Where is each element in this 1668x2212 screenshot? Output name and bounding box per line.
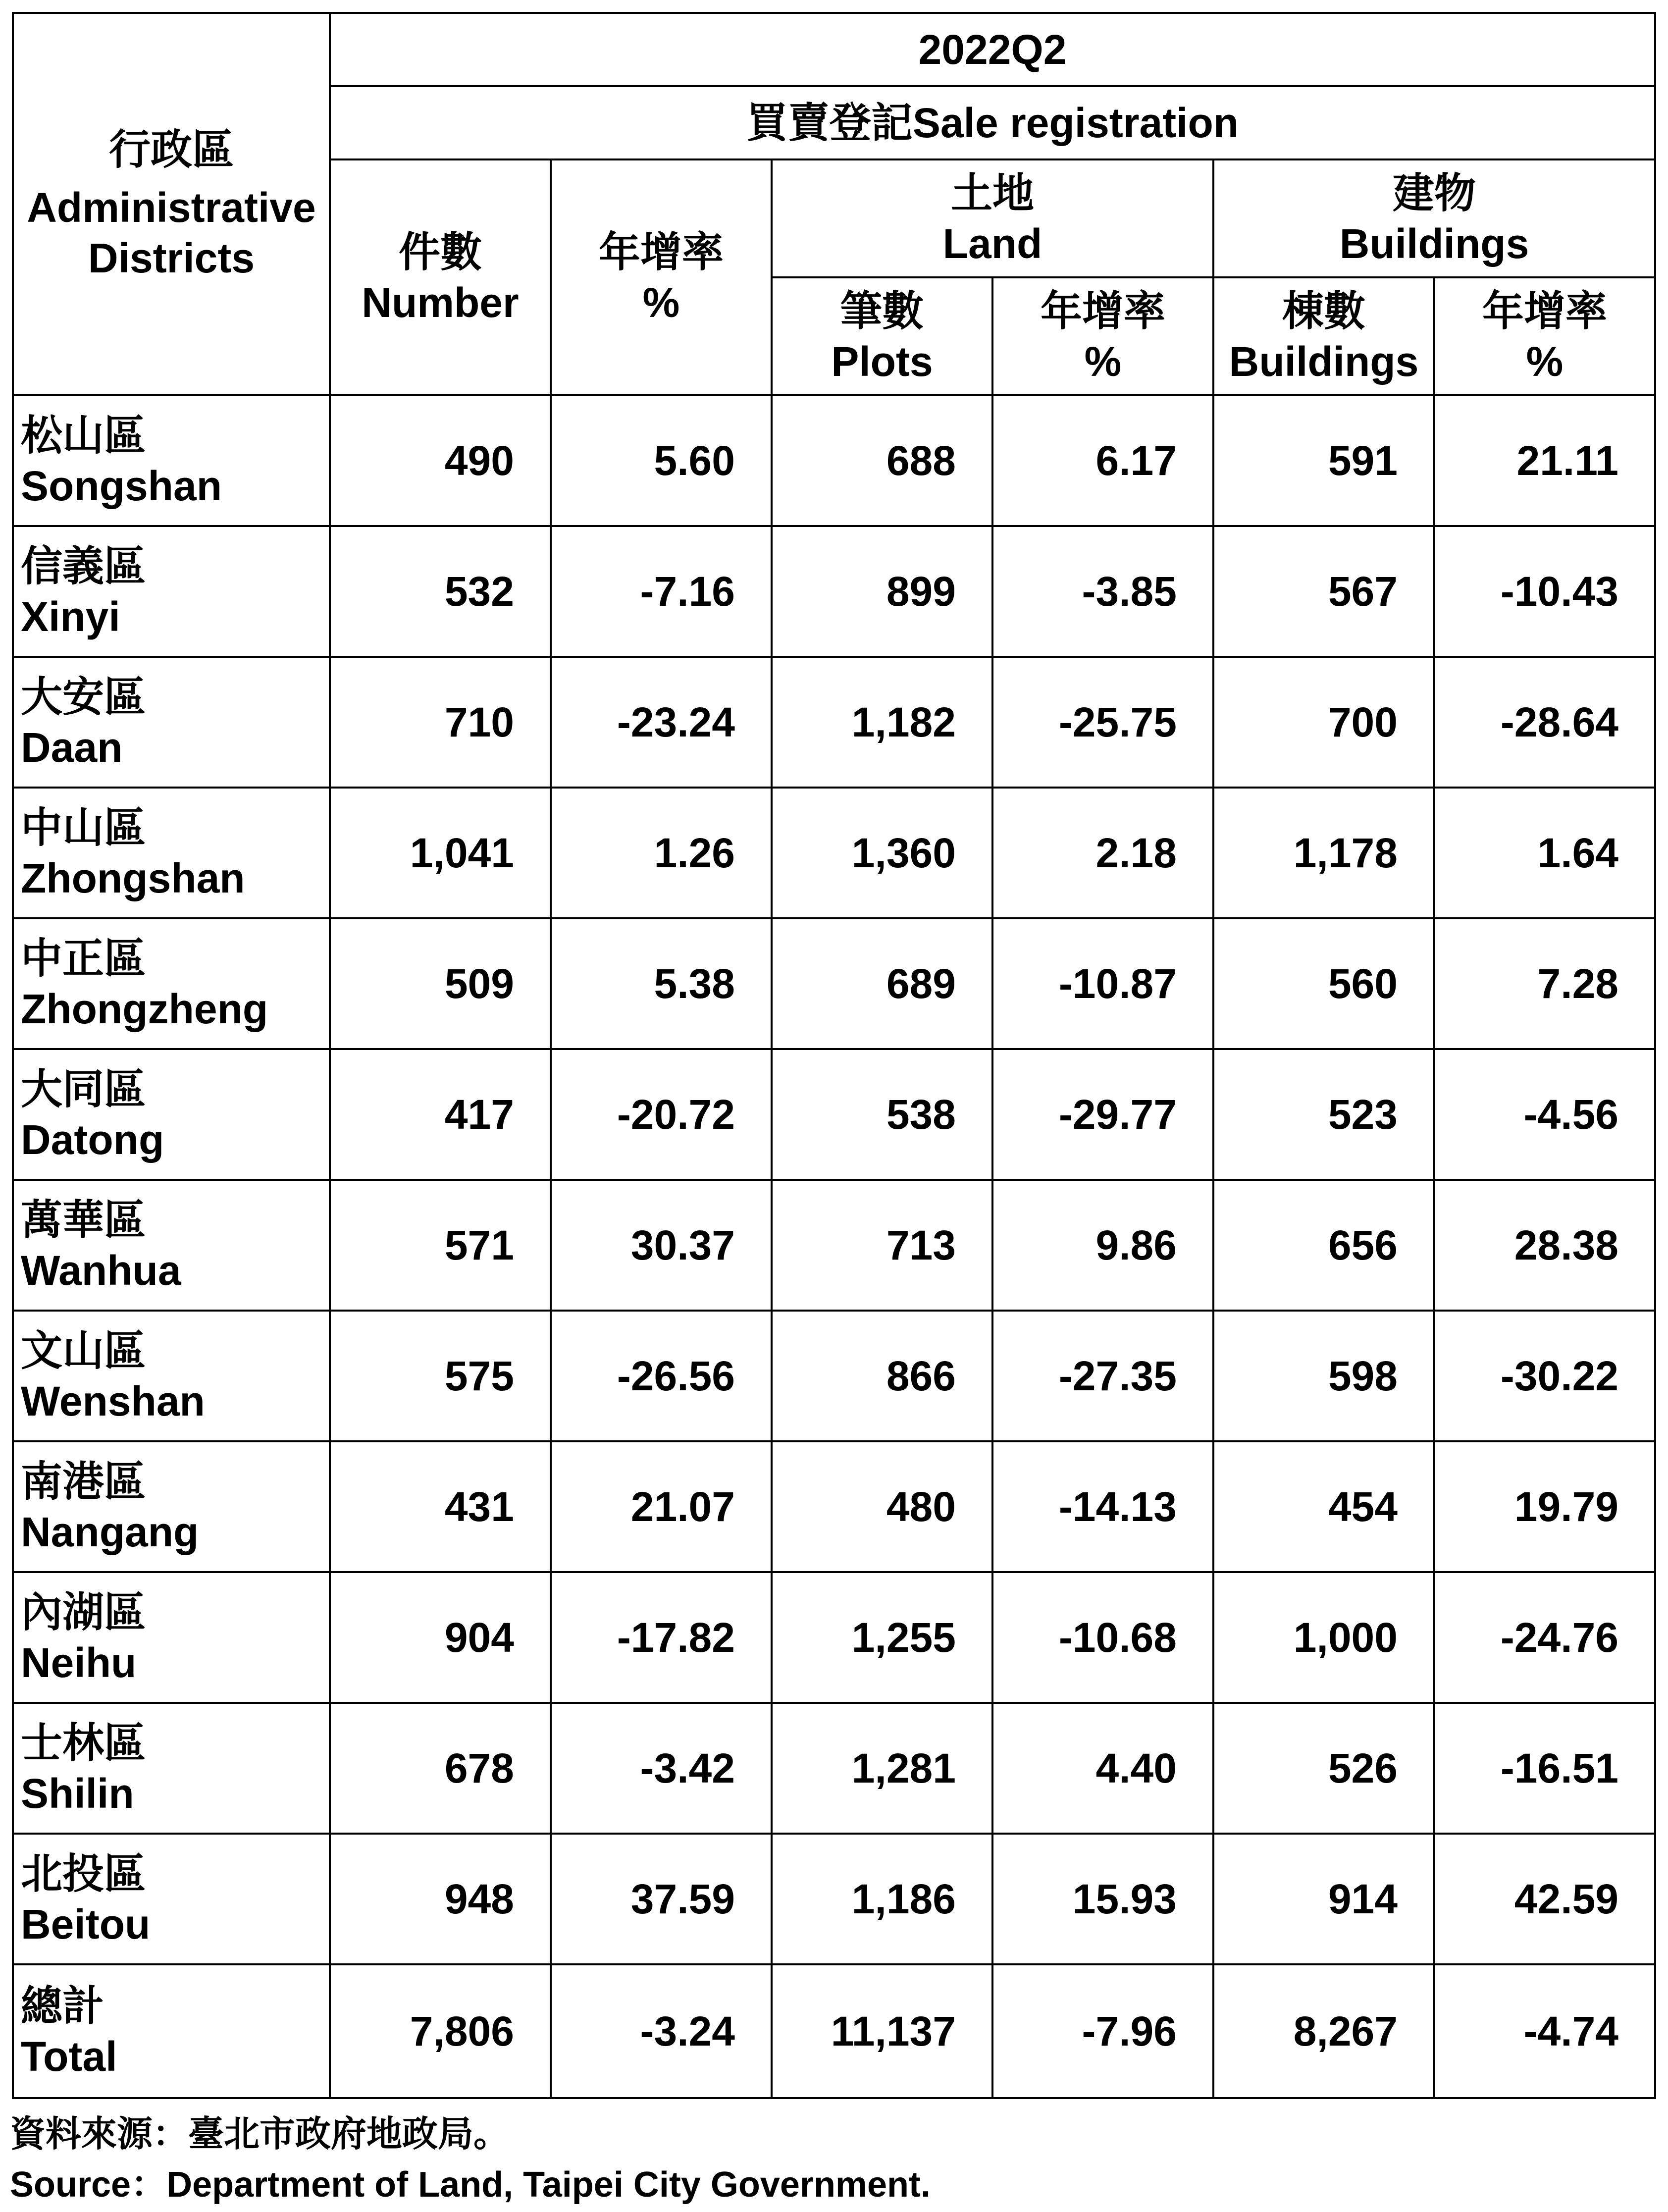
land-yoy-header <box>992 277 1213 395</box>
buildings-header-en: Buildings <box>1339 220 1529 267</box>
district-name-cell <box>13 1834 330 1964</box>
land-yoy-cell: -27.35 <box>992 1311 1213 1441</box>
number-cell: 1,041 <box>330 788 551 918</box>
plots-cell: 11,137 <box>772 1964 992 2098</box>
number-cell: 7,806 <box>330 1964 551 2098</box>
source-note-en: Source：Department of Land, Taipei City Government. <box>10 2165 931 2205</box>
district-name-cell <box>13 788 330 918</box>
district-name-zh: 松山區 <box>21 412 146 459</box>
district-name-en: Nangang <box>21 1509 199 1555</box>
district-name-cell <box>13 1572 330 1703</box>
building-yoy-cell: 42.59 <box>1434 1834 1655 1964</box>
yoy-cell: 1.26 <box>551 788 772 918</box>
source-note-zh: 資料來源：臺北市政府地政局。 <box>10 2114 510 2154</box>
building-yoy-cell: 28.38 <box>1434 1180 1655 1311</box>
building-yoy-cell: -16.51 <box>1434 1703 1655 1834</box>
district-name-en: Neihu <box>21 1639 137 1686</box>
district-name-zh: 信義區 <box>21 542 146 589</box>
plots-cell: 866 <box>772 1311 992 1441</box>
district-name-zh: 士林區 <box>21 1719 146 1766</box>
district-name-en: Wenshan <box>21 1378 205 1424</box>
land-yoy-cell: 15.93 <box>992 1834 1213 1964</box>
table-row <box>13 1703 1655 1834</box>
table-row <box>13 1311 1655 1441</box>
district-name-zh: 大安區 <box>21 673 146 720</box>
plots-cell: 480 <box>772 1441 992 1572</box>
district-name-zh: 中山區 <box>21 804 146 851</box>
number-header <box>330 159 551 395</box>
yoy-header-unit: % <box>642 279 680 326</box>
building-yoy-header <box>1434 277 1655 395</box>
table-row <box>13 395 1655 526</box>
district-name-cell <box>13 1180 330 1311</box>
land-yoy-cell: -25.75 <box>992 657 1213 788</box>
number-cell: 417 <box>330 1049 551 1180</box>
yoy-cell: 5.60 <box>551 395 772 526</box>
plots-cell: 1,182 <box>772 657 992 788</box>
district-name-zh: 內湖區 <box>21 1588 146 1635</box>
district-header-zh: 行政區 <box>108 126 234 173</box>
building-count-header <box>1213 277 1434 395</box>
yoy-cell: -7.16 <box>551 526 772 657</box>
land-yoy-cell: -7.96 <box>992 1964 1213 2098</box>
number-cell: 948 <box>330 1834 551 1964</box>
table-body <box>13 395 1655 2098</box>
yoy-cell: -20.72 <box>551 1049 772 1180</box>
building-yoy-cell: -4.74 <box>1434 1964 1655 2098</box>
number-cell: 490 <box>330 395 551 526</box>
district-name-en: Wanhua <box>21 1247 181 1294</box>
yoy-cell: -23.24 <box>551 657 772 788</box>
yoy-cell: 5.38 <box>551 918 772 1049</box>
district-name-zh: 文山區 <box>21 1327 146 1374</box>
yoy-cell: -3.24 <box>551 1964 772 2098</box>
yoy-cell: 37.59 <box>551 1834 772 1964</box>
buildings-header <box>1213 159 1655 277</box>
buildings-cell: 1,000 <box>1213 1572 1434 1703</box>
district-header-en-1: Administrative <box>27 184 316 231</box>
district-name-zh: 萬華區 <box>21 1196 146 1243</box>
table-row <box>13 1572 1655 1703</box>
buildings-cell: 1,178 <box>1213 788 1434 918</box>
district-name-zh: 南港區 <box>21 1458 146 1505</box>
plots-cell: 1,186 <box>772 1834 992 1964</box>
buildings-cell: 591 <box>1213 395 1434 526</box>
table-row <box>13 1834 1655 1964</box>
district-name-cell <box>13 526 330 657</box>
district-name-cell <box>13 657 330 788</box>
district-header-en-2: Districts <box>88 235 255 282</box>
land-yoy-cell: 4.40 <box>992 1703 1213 1834</box>
number-cell: 431 <box>330 1441 551 1572</box>
yoy-cell: -17.82 <box>551 1572 772 1703</box>
number-header-en: Number <box>362 279 519 326</box>
section-header: 買賣登記Sale registration <box>330 86 1655 159</box>
plots-cell: 1,255 <box>772 1572 992 1703</box>
buildings-cell: 8,267 <box>1213 1964 1434 2098</box>
yoy-cell: -26.56 <box>551 1311 772 1441</box>
district-name-cell <box>13 918 330 1049</box>
buildings-cell: 526 <box>1213 1703 1434 1834</box>
number-cell: 678 <box>330 1703 551 1834</box>
land-yoy-cell: -10.87 <box>992 918 1213 1049</box>
number-cell: 509 <box>330 918 551 1049</box>
building-yoy-cell: -4.56 <box>1434 1049 1655 1180</box>
buildings-cell: 454 <box>1213 1441 1434 1572</box>
land-header <box>772 159 1213 277</box>
buildings-cell: 567 <box>1213 526 1434 657</box>
building-yoy-cell: -24.76 <box>1434 1572 1655 1703</box>
plots-cell: 1,281 <box>772 1703 992 1834</box>
buildings-cell: 598 <box>1213 1311 1434 1441</box>
table-row <box>13 788 1655 918</box>
building-yoy-cell: 7.28 <box>1434 918 1655 1049</box>
plots-cell: 688 <box>772 395 992 526</box>
table-row <box>13 918 1655 1049</box>
plots-cell: 1,360 <box>772 788 992 918</box>
district-name-en: Daan <box>21 724 123 771</box>
yoy-cell: 21.07 <box>551 1441 772 1572</box>
district-name-zh: 大同區 <box>21 1065 146 1112</box>
district-header <box>13 13 330 395</box>
buildings-cell: 700 <box>1213 657 1434 788</box>
buildings-header-zh: 建物 <box>1393 169 1476 216</box>
plots-cell: 899 <box>772 526 992 657</box>
land-yoy-cell: 2.18 <box>992 788 1213 918</box>
land-header-en: Land <box>942 220 1042 267</box>
buildings-cell: 656 <box>1213 1180 1434 1311</box>
buildings-cell: 523 <box>1213 1049 1434 1180</box>
building-count-header-zh: 棟數 <box>1282 287 1365 334</box>
district-name-zh: 中正區 <box>21 935 146 982</box>
district-name-cell <box>13 1441 330 1572</box>
building-yoy-header-zh: 年增率 <box>1482 287 1608 334</box>
plots-header-zh: 筆數 <box>840 287 924 334</box>
building-yoy-cell: 19.79 <box>1434 1441 1655 1572</box>
table-row <box>13 526 1655 657</box>
plots-cell: 538 <box>772 1049 992 1180</box>
building-yoy-header-unit: % <box>1526 338 1564 385</box>
district-name-cell <box>13 395 330 526</box>
district-name-cell <box>13 1049 330 1180</box>
district-name-en: Zhongshan <box>21 855 245 901</box>
land-yoy-header-unit: % <box>1084 338 1122 385</box>
land-yoy-cell: 6.17 <box>992 395 1213 526</box>
number-cell: 532 <box>330 526 551 657</box>
plots-header-en: Plots <box>831 338 933 385</box>
land-yoy-header-zh: 年增率 <box>1040 287 1165 334</box>
table-row <box>13 1441 1655 1572</box>
sale-registration-table <box>12 12 1656 2099</box>
table-row <box>13 1049 1655 1180</box>
district-name-en: Total <box>21 2033 117 2080</box>
building-count-header-en: Buildings <box>1229 338 1419 385</box>
land-yoy-cell: -10.68 <box>992 1572 1213 1703</box>
building-yoy-cell: -30.22 <box>1434 1311 1655 1441</box>
district-name-zh: 北投區 <box>21 1850 146 1897</box>
yoy-header <box>551 159 772 395</box>
table-row <box>13 657 1655 788</box>
land-header-zh: 土地 <box>950 169 1034 216</box>
number-cell: 571 <box>330 1180 551 1311</box>
total-row <box>13 1964 1655 2098</box>
district-name-en: Beitou <box>21 1901 151 1948</box>
plots-header <box>772 277 992 395</box>
number-cell: 575 <box>330 1311 551 1441</box>
number-cell: 710 <box>330 657 551 788</box>
number-cell: 904 <box>330 1572 551 1703</box>
plots-cell: 689 <box>772 918 992 1049</box>
building-yoy-cell: -10.43 <box>1434 526 1655 657</box>
plots-cell: 713 <box>772 1180 992 1311</box>
yoy-cell: 30.37 <box>551 1180 772 1311</box>
district-name-en: Datong <box>21 1116 164 1163</box>
district-name-cell <box>13 1703 330 1834</box>
district-name-en: Songshan <box>21 463 222 509</box>
yoy-cell: -3.42 <box>551 1703 772 1834</box>
building-yoy-cell: -28.64 <box>1434 657 1655 788</box>
land-yoy-cell: -14.13 <box>992 1441 1213 1572</box>
district-name-en: Zhongzheng <box>21 986 268 1032</box>
district-name-en: Xinyi <box>21 593 120 640</box>
land-yoy-cell: -3.85 <box>992 526 1213 657</box>
building-yoy-cell: 1.64 <box>1434 788 1655 918</box>
district-name-en: Shilin <box>21 1770 134 1817</box>
land-yoy-cell: 9.86 <box>992 1180 1213 1311</box>
land-yoy-cell: -29.77 <box>992 1049 1213 1180</box>
buildings-cell: 914 <box>1213 1834 1434 1964</box>
district-name-zh: 總計 <box>21 1982 104 2029</box>
district-name-cell <box>13 1311 330 1441</box>
number-header-zh: 件數 <box>398 228 482 275</box>
period-header: 2022Q2 <box>330 13 1655 86</box>
table-row <box>13 1180 1655 1311</box>
district-name-cell <box>13 1964 330 2098</box>
yoy-header-zh: 年增率 <box>598 228 724 275</box>
building-yoy-cell: 21.11 <box>1434 395 1655 526</box>
buildings-cell: 560 <box>1213 918 1434 1049</box>
